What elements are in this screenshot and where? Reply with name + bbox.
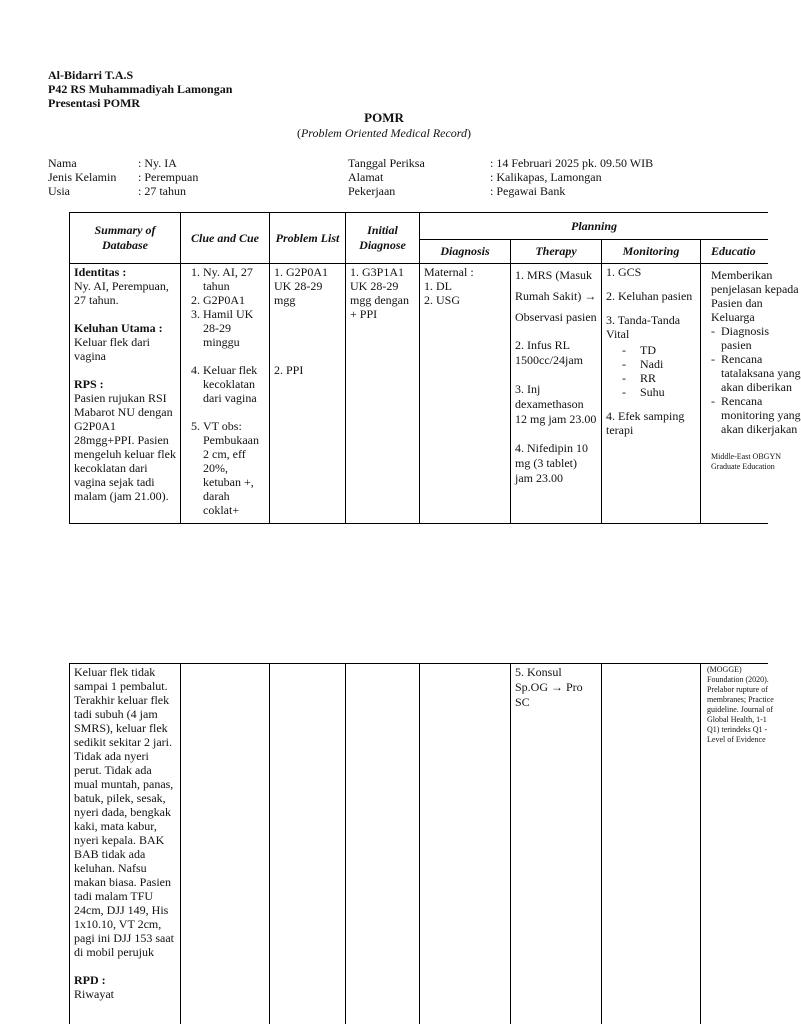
- address-label: Alamat: [348, 170, 384, 184]
- therapy-item: 2. Infus RL 1500cc/24jam: [515, 338, 583, 367]
- header-diagnosis: Diagnosis: [419, 240, 510, 264]
- exam-values: [490, 156, 653, 198]
- summary-cont-cell: [69, 663, 180, 1024]
- problem-cell: [269, 264, 345, 524]
- exam-labels: [348, 156, 425, 198]
- monitoring-cell: [601, 264, 700, 524]
- problem-item: 1. G2P0A1 UK 28-29 mgg: [274, 265, 329, 307]
- summary-cell: [69, 264, 180, 524]
- diagnosis-item: 1. DL: [424, 279, 452, 293]
- patient-labels: [48, 156, 116, 198]
- therapy-item: 1. MRS (Masuk Rumah Sakit) → Observasi pasien: [515, 268, 597, 324]
- education-intro: Memberikan penjelasan kepada Pasien dan Keluarga: [711, 268, 799, 324]
- name-label: Nama: [48, 156, 77, 170]
- monitoring-item: 1. GCS: [606, 265, 642, 279]
- monitoring-item: 4. Efek samping terapi: [606, 409, 685, 437]
- rps-heading: RPS :: [74, 377, 104, 391]
- clue-item: 4. Keluar flek kecoklatan dari vagina: [203, 363, 265, 405]
- date-label: Tanggal Periksa: [348, 156, 425, 170]
- address-value: : Kalikapas, Lamongan: [490, 170, 602, 184]
- vital-item: - TD: [640, 343, 696, 357]
- clue-cell: [180, 264, 269, 524]
- header-planning: Planning: [419, 212, 768, 240]
- sex-label: Jenis Kelamin: [48, 170, 117, 184]
- keluhan-heading: Keluhan Utama :: [74, 321, 163, 335]
- clue-item: 2. G2P0A1: [203, 293, 265, 307]
- header-monitoring: Monitoring: [601, 240, 700, 264]
- problem-cont-cell: [269, 663, 345, 1024]
- rpd-text: Riwayat: [74, 987, 114, 1001]
- education-reference-cont: (MOGGE) Foundation (2020). Prelabor rupture of membranes; Practice guideline. Journal of Global Health, 1-1 Q1) terindeks Q1 - Level of Evidence: [707, 665, 774, 744]
- initial-cell: [345, 264, 419, 524]
- diagnosis-cont-cell: [419, 663, 510, 1024]
- identitas-text: Ny. AI, Perempuan, 27 tahun.: [74, 279, 169, 307]
- education-cell: [700, 264, 801, 524]
- header-clue: Clue and Cue: [180, 212, 269, 264]
- vitals-list: [606, 343, 696, 399]
- monitoring-item: 3. Tanda-Tanda Vital: [606, 313, 681, 341]
- job-label: Pekerjaan: [348, 184, 396, 198]
- document-title: POMR: [364, 110, 404, 125]
- clue-item: 5. VT obs: Pembukaan 2 cm, eff 20%, ketuban +, darah coklat+: [203, 419, 265, 517]
- clue-cont-cell: [180, 663, 269, 1024]
- document-header: [48, 68, 232, 110]
- name-value: : Ny. IA: [138, 156, 177, 170]
- job-value: : Pegawai Bank: [490, 184, 566, 198]
- initial-cont-cell: [345, 663, 419, 1024]
- keluhan-text: Keluar flek dari vagina: [74, 335, 150, 363]
- rps-text: Pasien rujukan RSI Mabarot NU dengan G2P0A1 28mgg+PPI. Pasien mengeluh keluar flek kecoklatan dari vagina sejak tadi malam (jam 21.00).: [74, 391, 176, 503]
- education-item: - Diagnosis pasien: [721, 324, 801, 352]
- rpd-heading: RPD :: [74, 973, 106, 987]
- group-name: P42 RS Muhammadiyah Lamongan: [48, 82, 233, 96]
- therapy-item: 3. Inj dexamethason 12 mg jam 23.00: [515, 382, 597, 426]
- diagnosis-item: 2. USG: [424, 293, 461, 307]
- header-initial: Initial Diagnose: [345, 212, 419, 264]
- therapy-item: 4. Nifedipin 10 mg (3 tablet) jam 23.00: [515, 441, 588, 485]
- clue-item: 3. Hamil UK 28-29 minggu: [203, 307, 265, 349]
- initial-diagnosis: 1. G3P1A1 UK 28-29 mgg dengan + PPI: [350, 265, 409, 321]
- header-education: Educatio: [700, 240, 768, 264]
- rps-continued: Keluar flek tidak sampai 1 pembalut. Terakhir keluar flek tadi subuh (4 jam SMRS), keluar flek sedikit sekitar 2 jari. Tidak ada nyeri perut. Tidak ada mual muntah, panas, batuk, pilek, sesak, nyeri dada, bengkak kaki, mata kabur, nyeri kepala. BAK BAB tidak ada keluhan. Nafsu makan biasa. Pasien tadi malam TFU 24cm, DJJ 149, His 1x10.10, VT 2cm, pagi ini DJJ 153 saat di mobil perujuk: [74, 665, 174, 959]
- therapy-cell: [510, 264, 601, 524]
- monitoring-item: 2. Keluhan pasien: [606, 289, 693, 303]
- header-summary: Summary of Database: [69, 212, 180, 264]
- author-name: Al-Bidarri T.A.S: [48, 68, 134, 82]
- clue-item: 1. Ny. AI, 27 tahun: [203, 265, 265, 293]
- education-list: [711, 324, 801, 436]
- patient-values: [138, 156, 198, 198]
- therapy-cont-cell: [510, 663, 601, 1024]
- subtitle-text: Problem Oriented Medical Record: [300, 126, 468, 140]
- age-value: : 27 tahun: [138, 184, 186, 198]
- presentation-label: Presentasi POMR: [48, 96, 141, 110]
- identitas-heading: Identitas :: [74, 265, 127, 279]
- age-label: Usia: [48, 184, 70, 198]
- education-item: - Rencana monitoring yang akan dikerjakan: [721, 394, 801, 436]
- diagnosis-heading: Maternal :: [424, 265, 474, 279]
- vital-item: - Suhu: [640, 385, 696, 399]
- document-subtitle: (Problem Oriented Medical Record): [296, 126, 472, 140]
- diagnosis-cell: [419, 264, 510, 524]
- education-reference: Middle-East OBGYN Graduate Education: [711, 452, 781, 471]
- date-value: : 14 Februari 2025 pk. 09.50 WIB: [490, 156, 654, 170]
- education-cont-cell: [700, 663, 774, 1024]
- problem-item: 2. PPI: [274, 363, 304, 377]
- sex-value: : Perempuan: [138, 170, 199, 184]
- header-problem: Problem List: [269, 212, 345, 264]
- monitoring-cont-cell: [601, 663, 700, 1024]
- header-therapy: Therapy: [510, 240, 601, 264]
- therapy-item: 5. Konsul Sp.OG → Pro SC: [515, 665, 583, 709]
- education-item: - Rencana tatalaksana yang akan diberikan: [721, 352, 801, 394]
- vital-item: - RR: [640, 371, 696, 385]
- vital-item: - Nadi: [640, 357, 696, 371]
